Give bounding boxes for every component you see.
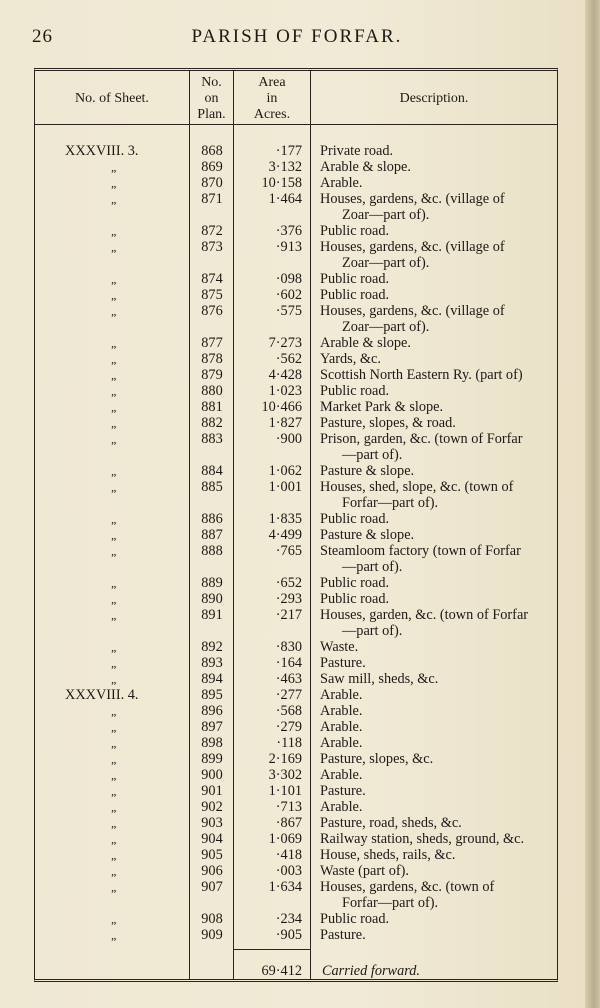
description-cell bbox=[320, 511, 551, 527]
plan-number-cell: 871 bbox=[201, 191, 223, 207]
description-line: Arable. bbox=[320, 767, 363, 783]
description-line: Pasture. bbox=[320, 927, 366, 943]
table-row bbox=[35, 351, 557, 367]
sheet-cell: „ bbox=[111, 864, 117, 878]
description-cell bbox=[320, 191, 551, 223]
area-cell: 1·001 bbox=[268, 479, 302, 495]
description-line: Forfar—part of). bbox=[342, 495, 439, 511]
sheet-cell: „ bbox=[111, 352, 117, 366]
area-cell: ·652 bbox=[275, 575, 302, 591]
table-row bbox=[35, 687, 557, 703]
area-cell: ·376 bbox=[275, 223, 302, 239]
sheet-cell: „ bbox=[111, 672, 117, 686]
table-row bbox=[35, 751, 557, 767]
area-cell: ·913 bbox=[275, 239, 302, 255]
sheet-cell: „ bbox=[111, 640, 117, 654]
plan-number-cell: 881 bbox=[201, 399, 223, 415]
description-cell bbox=[320, 591, 551, 607]
description-cell bbox=[320, 383, 551, 399]
sheet-cell: „ bbox=[111, 928, 117, 942]
description-line: Saw mill, sheds, &c. bbox=[320, 671, 439, 687]
description-line: Pasture, slopes, & road. bbox=[320, 415, 456, 431]
description-line: Yards, &c. bbox=[320, 351, 381, 367]
description-line: Waste. bbox=[320, 639, 359, 655]
description-cell bbox=[320, 479, 551, 511]
description-line: Arable. bbox=[320, 703, 363, 719]
description-line: Waste (part of). bbox=[320, 863, 409, 879]
description-line: Zoar—part of). bbox=[342, 207, 430, 223]
plan-number-cell: 872 bbox=[201, 223, 223, 239]
description-cell bbox=[320, 463, 551, 479]
sheet-cell: „ bbox=[111, 848, 117, 862]
plan-number-cell: 884 bbox=[201, 463, 223, 479]
description-cell bbox=[320, 735, 551, 751]
plan-number-cell: 873 bbox=[201, 239, 223, 255]
sheet-cell: XXXVIII. 4. bbox=[65, 687, 139, 703]
book-gutter bbox=[585, 0, 600, 1008]
description-line: Houses, gardens, &c. (village of bbox=[320, 303, 505, 319]
area-cell: 4·499 bbox=[268, 527, 302, 543]
plan-number-cell: 896 bbox=[201, 703, 223, 719]
area-cell: ·568 bbox=[275, 703, 302, 719]
sheet-cell: „ bbox=[111, 544, 117, 558]
plan-number-cell: 893 bbox=[201, 655, 223, 671]
description-line: Arable. bbox=[320, 175, 363, 191]
plan-number-cell: 900 bbox=[201, 767, 223, 783]
description-line: Forfar—part of). bbox=[342, 895, 439, 911]
sheet-cell: „ bbox=[111, 704, 117, 718]
sheet-cell: „ bbox=[111, 912, 117, 926]
area-cell: 1·023 bbox=[268, 383, 302, 399]
column-header-line: Acres. bbox=[253, 107, 291, 122]
plan-number-cell: 889 bbox=[201, 575, 223, 591]
plan-number-cell: 908 bbox=[201, 911, 223, 927]
area-cell: ·164 bbox=[275, 655, 302, 671]
table-row bbox=[35, 831, 557, 847]
plan-number-cell: 875 bbox=[201, 287, 223, 303]
carried-forward-label: Carried forward. bbox=[322, 963, 420, 979]
table-row bbox=[35, 863, 557, 879]
area-cell: ·418 bbox=[275, 847, 302, 863]
plan-number-cell: 904 bbox=[201, 831, 223, 847]
plan-number-cell: 891 bbox=[201, 607, 223, 623]
area-cell: ·562 bbox=[275, 351, 302, 367]
sheet-cell: „ bbox=[111, 432, 117, 446]
sheet-cell: „ bbox=[111, 736, 117, 750]
area-cell: ·602 bbox=[275, 287, 302, 303]
description-line: Arable & slope. bbox=[320, 159, 411, 175]
description-cell bbox=[320, 687, 551, 703]
description-cell bbox=[320, 271, 551, 287]
area-cell: 7·273 bbox=[268, 335, 302, 351]
description-line: Arable. bbox=[320, 735, 363, 751]
table-row bbox=[35, 287, 557, 303]
sheet-cell: „ bbox=[111, 240, 117, 254]
table-row bbox=[35, 927, 557, 943]
plan-number-cell: 886 bbox=[201, 511, 223, 527]
table-row bbox=[35, 607, 557, 639]
table-row bbox=[35, 655, 557, 671]
area-cell: ·463 bbox=[275, 671, 302, 687]
column-header-line: No. bbox=[201, 75, 222, 90]
description-cell bbox=[320, 719, 551, 735]
plan-number-cell: 902 bbox=[201, 799, 223, 815]
description-line: Public road. bbox=[320, 287, 390, 303]
description-cell bbox=[320, 575, 551, 591]
table-body bbox=[35, 143, 557, 943]
area-cell: 3·302 bbox=[268, 767, 302, 783]
total-area: 69·412 bbox=[261, 963, 302, 979]
description-cell bbox=[320, 879, 551, 911]
page-number: 26 bbox=[32, 26, 53, 47]
description-line: Public road. bbox=[320, 911, 390, 927]
table-row bbox=[35, 479, 557, 511]
area-cell: ·234 bbox=[275, 911, 302, 927]
area-cell: ·830 bbox=[275, 639, 302, 655]
description-line: Pasture & slope. bbox=[320, 463, 415, 479]
area-cell: ·905 bbox=[275, 927, 302, 943]
description-cell bbox=[320, 927, 551, 943]
sheet-cell: „ bbox=[111, 832, 117, 846]
description-cell bbox=[320, 351, 551, 367]
sheet-cell: „ bbox=[111, 368, 117, 382]
plan-number-cell: 870 bbox=[201, 175, 223, 191]
sheet-cell: „ bbox=[111, 880, 117, 894]
description-cell bbox=[320, 863, 551, 879]
description-line: Houses, gardens, &c. (town of bbox=[320, 879, 495, 895]
description-line: —part of). bbox=[342, 447, 403, 463]
area-cell: 1·835 bbox=[268, 511, 302, 527]
header-rule bbox=[35, 124, 557, 125]
table-row bbox=[35, 591, 557, 607]
area-cell: ·279 bbox=[275, 719, 302, 735]
description-line: Public road. bbox=[320, 575, 390, 591]
description-cell bbox=[320, 767, 551, 783]
plan-number-cell: 869 bbox=[201, 159, 223, 175]
plan-number-cell: 876 bbox=[201, 303, 223, 319]
description-line: Market Park & slope. bbox=[320, 399, 444, 415]
sheet-cell: „ bbox=[111, 768, 117, 782]
area-cell: ·867 bbox=[275, 815, 302, 831]
sheet-cell: „ bbox=[111, 608, 117, 622]
sheet-cell: „ bbox=[111, 800, 117, 814]
sheet-cell: „ bbox=[111, 784, 117, 798]
description-line: Pasture, slopes, &c. bbox=[320, 751, 434, 767]
table-row bbox=[35, 735, 557, 751]
description-cell bbox=[320, 639, 551, 655]
area-cell: 3·132 bbox=[268, 159, 302, 175]
area-cell: ·575 bbox=[275, 303, 302, 319]
table-row bbox=[35, 767, 557, 783]
description-cell bbox=[320, 655, 551, 671]
plan-number-cell: 885 bbox=[201, 479, 223, 495]
column-header-line: Plan. bbox=[197, 107, 226, 122]
table-row bbox=[35, 159, 557, 175]
total-rule bbox=[233, 949, 311, 950]
table-row bbox=[35, 367, 557, 383]
table-row bbox=[35, 175, 557, 191]
sheet-cell: XXXVIII. 3. bbox=[65, 143, 139, 159]
sheet-cell: „ bbox=[111, 464, 117, 478]
plan-number-cell: 905 bbox=[201, 847, 223, 863]
area-cell: ·003 bbox=[275, 863, 302, 879]
sheet-cell: „ bbox=[111, 224, 117, 238]
plan-number-cell: 895 bbox=[201, 687, 223, 703]
description-line: Arable. bbox=[320, 687, 363, 703]
plan-number-cell: 903 bbox=[201, 815, 223, 831]
description-line: Railway station, sheds, ground, &c. bbox=[320, 831, 525, 847]
area-cell: ·900 bbox=[275, 431, 302, 447]
description-line: Prison, garden, &c. (town of Forfar bbox=[320, 431, 523, 447]
column-header-line: on bbox=[204, 91, 219, 106]
column-header-plan bbox=[190, 75, 233, 123]
description-line: Steamloom factory (town of Forfar bbox=[320, 543, 521, 559]
description-line: —part of). bbox=[342, 623, 403, 639]
column-header-sheet: No. of Sheet. bbox=[75, 91, 149, 106]
plan-number-cell: 890 bbox=[201, 591, 223, 607]
plan-number-cell: 907 bbox=[201, 879, 223, 895]
table-row bbox=[35, 799, 557, 815]
area-cell: 4·428 bbox=[268, 367, 302, 383]
sheet-cell: „ bbox=[111, 576, 117, 590]
description-cell bbox=[320, 159, 551, 175]
description-line: Public road. bbox=[320, 223, 390, 239]
description-line: Zoar—part of). bbox=[342, 255, 430, 271]
description-cell bbox=[320, 671, 551, 687]
description-cell bbox=[320, 239, 551, 271]
sheet-cell: „ bbox=[111, 720, 117, 734]
table-row bbox=[35, 271, 557, 287]
description-line: Public road. bbox=[320, 511, 390, 527]
description-line: Scottish North Eastern Ry. (part of) bbox=[320, 367, 523, 383]
sheet-cell: „ bbox=[111, 512, 117, 526]
area-cell: 1·464 bbox=[268, 191, 302, 207]
table-row bbox=[35, 703, 557, 719]
plan-number-cell: 892 bbox=[201, 639, 223, 655]
table-row bbox=[35, 335, 557, 351]
description-cell bbox=[320, 847, 551, 863]
page-header bbox=[32, 26, 562, 50]
table-row bbox=[35, 527, 557, 543]
sheet-cell: „ bbox=[111, 416, 117, 430]
sheet-cell: „ bbox=[111, 400, 117, 414]
table-row bbox=[35, 143, 557, 159]
table-row bbox=[35, 239, 557, 271]
column-header-line: in bbox=[266, 91, 278, 106]
area-cell: 2·169 bbox=[268, 751, 302, 767]
description-cell bbox=[320, 335, 551, 351]
area-cell: 1·827 bbox=[268, 415, 302, 431]
description-cell bbox=[320, 287, 551, 303]
table-row bbox=[35, 783, 557, 799]
description-line: Pasture. bbox=[320, 783, 366, 799]
plan-number-cell: 888 bbox=[201, 543, 223, 559]
sheet-cell: „ bbox=[111, 160, 117, 174]
description-line: Houses, shed, slope, &c. (town of bbox=[320, 479, 514, 495]
description-line: Houses, gardens, &c. (village of bbox=[320, 191, 505, 207]
plan-number-cell: 901 bbox=[201, 783, 223, 799]
description-cell bbox=[320, 607, 551, 639]
description-line: Arable. bbox=[320, 719, 363, 735]
table-row bbox=[35, 847, 557, 863]
table-row bbox=[35, 719, 557, 735]
parish-table bbox=[34, 68, 558, 982]
sheet-cell: „ bbox=[111, 528, 117, 542]
area-cell: 1·069 bbox=[268, 831, 302, 847]
area-cell: 1·634 bbox=[268, 879, 302, 895]
description-cell bbox=[320, 703, 551, 719]
column-header-line: Area bbox=[258, 75, 286, 90]
column-header-area bbox=[234, 75, 310, 123]
sheet-cell: „ bbox=[111, 192, 117, 206]
plan-number-cell: 898 bbox=[201, 735, 223, 751]
plan-number-cell: 909 bbox=[201, 927, 223, 943]
table-row bbox=[35, 815, 557, 831]
plan-number-cell: 906 bbox=[201, 863, 223, 879]
description-cell bbox=[320, 527, 551, 543]
sheet-cell: „ bbox=[111, 384, 117, 398]
description-cell bbox=[320, 303, 551, 335]
area-cell: ·177 bbox=[275, 143, 302, 159]
sheet-cell: „ bbox=[111, 288, 117, 302]
description-line: Houses, gardens, &c. (village of bbox=[320, 239, 505, 255]
table-row bbox=[35, 431, 557, 463]
description-cell bbox=[320, 415, 551, 431]
column-header-description: Description. bbox=[399, 91, 469, 106]
plan-number-cell: 877 bbox=[201, 335, 223, 351]
description-line: Pasture, road, sheds, &c. bbox=[320, 815, 462, 831]
plan-number-cell: 899 bbox=[201, 751, 223, 767]
area-cell: ·293 bbox=[275, 591, 302, 607]
plan-number-cell: 887 bbox=[201, 527, 223, 543]
description-cell bbox=[320, 367, 551, 383]
plan-number-cell: 880 bbox=[201, 383, 223, 399]
sheet-cell: „ bbox=[111, 272, 117, 286]
plan-number-cell: 882 bbox=[201, 415, 223, 431]
table-row bbox=[35, 463, 557, 479]
area-cell: 1·101 bbox=[268, 783, 302, 799]
table-row bbox=[35, 223, 557, 239]
description-line: Public road. bbox=[320, 271, 390, 287]
area-cell: 10·466 bbox=[261, 399, 302, 415]
description-cell bbox=[320, 223, 551, 239]
area-cell: ·217 bbox=[275, 607, 302, 623]
description-cell bbox=[320, 399, 551, 415]
plan-number-cell: 894 bbox=[201, 671, 223, 687]
sheet-cell: „ bbox=[111, 592, 117, 606]
description-line: Pasture. bbox=[320, 655, 366, 671]
description-cell bbox=[320, 543, 551, 575]
sheet-cell: „ bbox=[111, 752, 117, 766]
plan-number-cell: 874 bbox=[201, 271, 223, 287]
table-row bbox=[35, 415, 557, 431]
area-cell: ·277 bbox=[275, 687, 302, 703]
plan-number-cell: 868 bbox=[201, 143, 223, 159]
description-line: Private road. bbox=[320, 143, 394, 159]
description-cell bbox=[320, 815, 551, 831]
area-cell: 1·062 bbox=[268, 463, 302, 479]
description-cell bbox=[320, 783, 551, 799]
description-line: Zoar—part of). bbox=[342, 319, 430, 335]
sheet-cell: „ bbox=[111, 176, 117, 190]
description-cell bbox=[320, 431, 551, 463]
table-row bbox=[35, 879, 557, 911]
description-cell bbox=[320, 751, 551, 767]
plan-number-cell: 897 bbox=[201, 719, 223, 735]
sheet-cell: „ bbox=[111, 336, 117, 350]
page-title: PARISH OF FORFAR. bbox=[191, 26, 403, 47]
description-line: Public road. bbox=[320, 383, 390, 399]
area-cell: ·118 bbox=[276, 735, 302, 751]
description-cell bbox=[320, 831, 551, 847]
table-row bbox=[35, 399, 557, 415]
plan-number-cell: 879 bbox=[201, 367, 223, 383]
area-cell: ·098 bbox=[275, 271, 302, 287]
plan-number-cell: 883 bbox=[201, 431, 223, 447]
description-line: House, sheds, rails, &c. bbox=[320, 847, 456, 863]
table-row bbox=[35, 671, 557, 687]
sheet-cell: „ bbox=[111, 304, 117, 318]
area-cell: ·765 bbox=[275, 543, 302, 559]
table-row bbox=[35, 191, 557, 223]
sheet-cell: „ bbox=[111, 656, 117, 670]
table-row bbox=[35, 639, 557, 655]
table-row bbox=[35, 383, 557, 399]
table-row bbox=[35, 303, 557, 335]
description-line: Arable & slope. bbox=[320, 335, 411, 351]
description-line: Pasture & slope. bbox=[320, 527, 415, 543]
table-row bbox=[35, 911, 557, 927]
plan-number-cell: 878 bbox=[201, 351, 223, 367]
description-line: Public road. bbox=[320, 591, 390, 607]
description-line: Arable. bbox=[320, 799, 363, 815]
description-cell bbox=[320, 175, 551, 191]
area-cell: ·713 bbox=[275, 799, 302, 815]
area-cell: 10·158 bbox=[261, 175, 302, 191]
sheet-cell: „ bbox=[111, 480, 117, 494]
description-cell bbox=[320, 799, 551, 815]
description-line: Houses, garden, &c. (town of Forfar bbox=[320, 607, 529, 623]
table-row bbox=[35, 511, 557, 527]
table-row bbox=[35, 575, 557, 591]
description-cell bbox=[320, 143, 551, 159]
table-row bbox=[35, 543, 557, 575]
description-cell bbox=[320, 911, 551, 927]
description-line: —part of). bbox=[342, 559, 403, 575]
sheet-cell: „ bbox=[111, 816, 117, 830]
